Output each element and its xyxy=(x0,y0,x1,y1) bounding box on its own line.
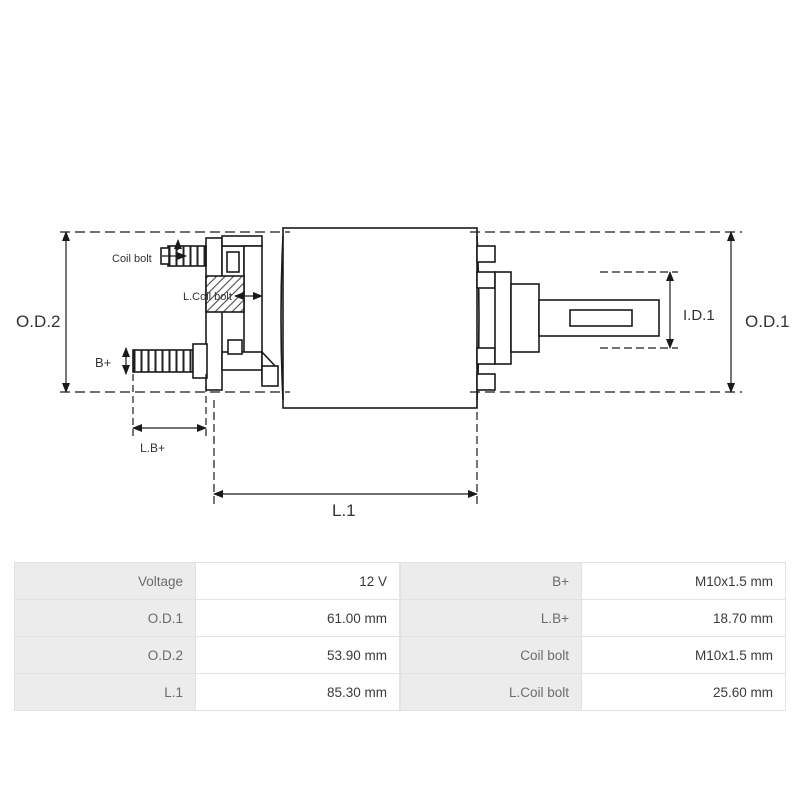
table-row xyxy=(401,674,786,711)
table-row xyxy=(15,637,400,674)
spec-key-lbplus: L.B+ xyxy=(401,600,582,637)
spec-value-coil-bolt: M10x1.5 mm xyxy=(582,637,786,674)
table-row xyxy=(401,563,786,600)
spec-value-l1: 85.30 mm xyxy=(196,674,400,711)
bplus-terminal-stud xyxy=(133,344,207,378)
specification-tables xyxy=(14,562,786,711)
label-od1: O.D.1 xyxy=(745,312,790,331)
spec-key-od1: O.D.1 xyxy=(15,600,196,637)
label-l-coil-bolt: L.Coil bolt xyxy=(183,291,232,303)
plunger-rod xyxy=(539,300,659,336)
table-row xyxy=(401,600,786,637)
solenoid-body xyxy=(281,228,479,408)
spec-value-od1: 61.00 mm xyxy=(196,600,400,637)
table-row xyxy=(15,674,400,711)
spec-value-bplus: M10x1.5 mm xyxy=(582,563,786,600)
spec-value-voltage: 12 V xyxy=(196,563,400,600)
dimension-l1 xyxy=(214,400,477,504)
spec-value-l-coil-bolt: 25.60 mm xyxy=(582,674,786,711)
spec-key-l1: L.1 xyxy=(15,674,196,711)
spec-key-od2: O.D.2 xyxy=(15,637,196,674)
right-plunger-housing xyxy=(477,246,539,390)
label-coil-bolt: Coil bolt xyxy=(112,253,152,265)
table-row xyxy=(15,600,400,637)
label-lbplus: L.B+ xyxy=(140,441,166,455)
label-l1: L.1 xyxy=(332,501,356,520)
table-row xyxy=(15,563,400,600)
label-id1: I.D.1 xyxy=(683,307,715,324)
spec-key-bplus: B+ xyxy=(401,563,582,600)
table-row xyxy=(401,637,786,674)
spec-value-lbplus: 18.70 mm xyxy=(582,600,786,637)
spec-table-right xyxy=(400,562,786,711)
dimension-lbplus xyxy=(133,374,206,438)
spec-table-left xyxy=(14,562,400,711)
label-od2: O.D.2 xyxy=(16,312,61,331)
spec-value-od2: 53.90 mm xyxy=(196,637,400,674)
spec-key-coil-bolt: Coil bolt xyxy=(401,637,582,674)
left-contact-assembly xyxy=(206,236,278,390)
spec-key-voltage: Voltage xyxy=(15,563,196,600)
spec-key-l-coil-bolt: L.Coil bolt xyxy=(401,674,582,711)
label-bplus: B+ xyxy=(95,355,112,370)
